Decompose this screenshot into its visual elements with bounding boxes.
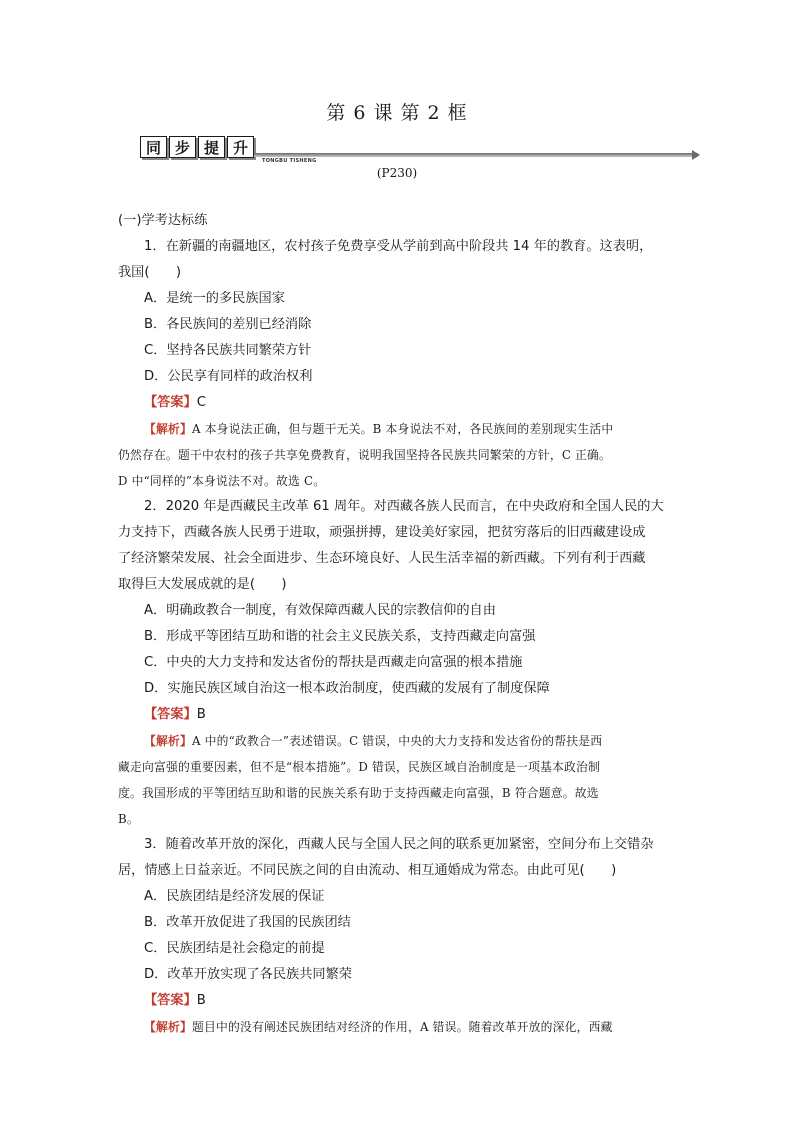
analysis-line [118,728,683,754]
banner-rule [254,153,698,157]
section-title: (一)学考达标练 [118,213,208,228]
analysis-line [118,1014,683,1040]
analysis-text: A 本身说法正确，但与题干无关。B 本身说法不对，各民族间的差别现实生活中 [192,422,614,436]
analysis-tag: 【解析】 [144,422,192,436]
option-c: C．坚持各民族共同繁荣方针 [144,343,312,358]
answer-line [118,702,683,728]
answer-line [118,390,683,416]
answer-tag: 【答案】 [144,395,197,410]
answer-value: C [196,395,206,410]
question-stem-line: 力支持下，西藏各族人民勇于进取，顽强拼搏，建设美好家园，把贫穷落后的旧西藏建设成 [118,525,646,540]
option-c: C．民族团结是社会稳定的前提 [144,941,325,956]
question-stem-line: 2．2020 年是西藏民主改革 61 周年。对西藏各族人民而言，在中央政府和全国人民的大 [144,499,664,514]
analysis-line: D 中“同样的”本身说法不对。故选 C。 [118,474,326,488]
answer-tag: 【答案】 [144,707,197,722]
question-stem-line: 1．在新疆的南疆地区，农村孩子免费享受从学前到高中阶段共 14 年的教育。这表明， [144,239,653,254]
analysis-tag: 【解析】 [144,734,192,748]
option-d: D．公民享有同样的政治权利 [144,369,313,384]
banner-badge: 升 [227,136,254,158]
option-b: B．改革开放促进了我国的民族团结 [144,915,351,930]
analysis-tag: 【解析】 [144,1020,192,1034]
banner-badge: 步 [169,136,196,158]
option-a: A．明确政教合一制度，有效保障西藏人民的宗教信仰的自由 [144,603,496,618]
exercise-content [118,208,683,1040]
question-stem-line: 3．随着改革开放的深化，西藏人民与全国人民之间的联系更加紧密，空间分布上交错杂 [144,837,654,852]
option-c: C．中央的大力支持和发达省份的帮扶是西藏走向富强的根本措施 [144,655,523,670]
question-3 [118,832,683,1040]
analysis-line: 藏走向富强的重要因素，但不是“根本措施”。D 错误，民族区域自治制度是一项基本政治制 [118,760,600,774]
page-reference: (P230) [376,166,418,180]
question-stem-line: 居，情感上日益亲近。不同民族之间的自由流动、相互通婚成为常态。由此可见( ) [118,863,617,878]
question-stem-line: 我国( ) [118,265,182,280]
question-stem-line: 取得巨大发展成就的是( ) [118,577,287,592]
analysis-line: B。 [118,812,139,826]
answer-value: B [196,993,206,1008]
option-b: B．各民族间的差别已经消除 [144,317,312,332]
analysis-line: 度。我国形成的平等团结互助和谐的民族关系有助于支持西藏走向富强，B 符合题意。故选 [118,786,599,800]
question-stem-line: 了经济繁荣发展、社会全面进步、生态环境良好、人民生活幸福的新西藏。下列有利于西藏 [118,551,646,566]
analysis-text: 题目中的没有阐述民族团结对经济的作用，A 错误。随着改革开放的深化，西藏 [192,1020,613,1034]
section-banner [140,136,700,162]
analysis-line: 仍然存在。题干中农村的孩子共享免费教育，说明我国坚持各民族共同繁荣的方针，C 正确。 [118,448,612,462]
option-d: D．改革开放实现了各民族共同繁荣 [144,967,352,982]
analysis-line [118,416,683,442]
banner-subtitle: TONGBU TISHENG [262,158,317,164]
answer-line [118,988,683,1014]
option-b: B．形成平等团结互助和谐的社会主义民族关系，支持西藏走向富强 [144,629,536,644]
banner-badge: 提 [198,136,225,158]
question-2 [118,494,683,832]
banner-arrow-icon [692,150,700,160]
analysis-text: A 中的“政教合一”表述错误。C 错误，中央的大力支持和发达省份的帮扶是西 [192,734,603,748]
question-1 [118,234,683,494]
banner-badges [140,136,256,158]
page-title: 第 6 课 第 2 框 [326,102,468,124]
option-d: D．实施民族区域自治这一根本政治制度，使西藏的发展有了制度保障 [144,681,550,696]
option-a: A．民族团结是经济发展的保证 [144,889,325,904]
option-a: A．是统一的多民族国家 [144,291,285,306]
banner-badge: 同 [140,136,167,158]
answer-tag: 【答案】 [144,993,197,1008]
answer-value: B [196,707,206,722]
